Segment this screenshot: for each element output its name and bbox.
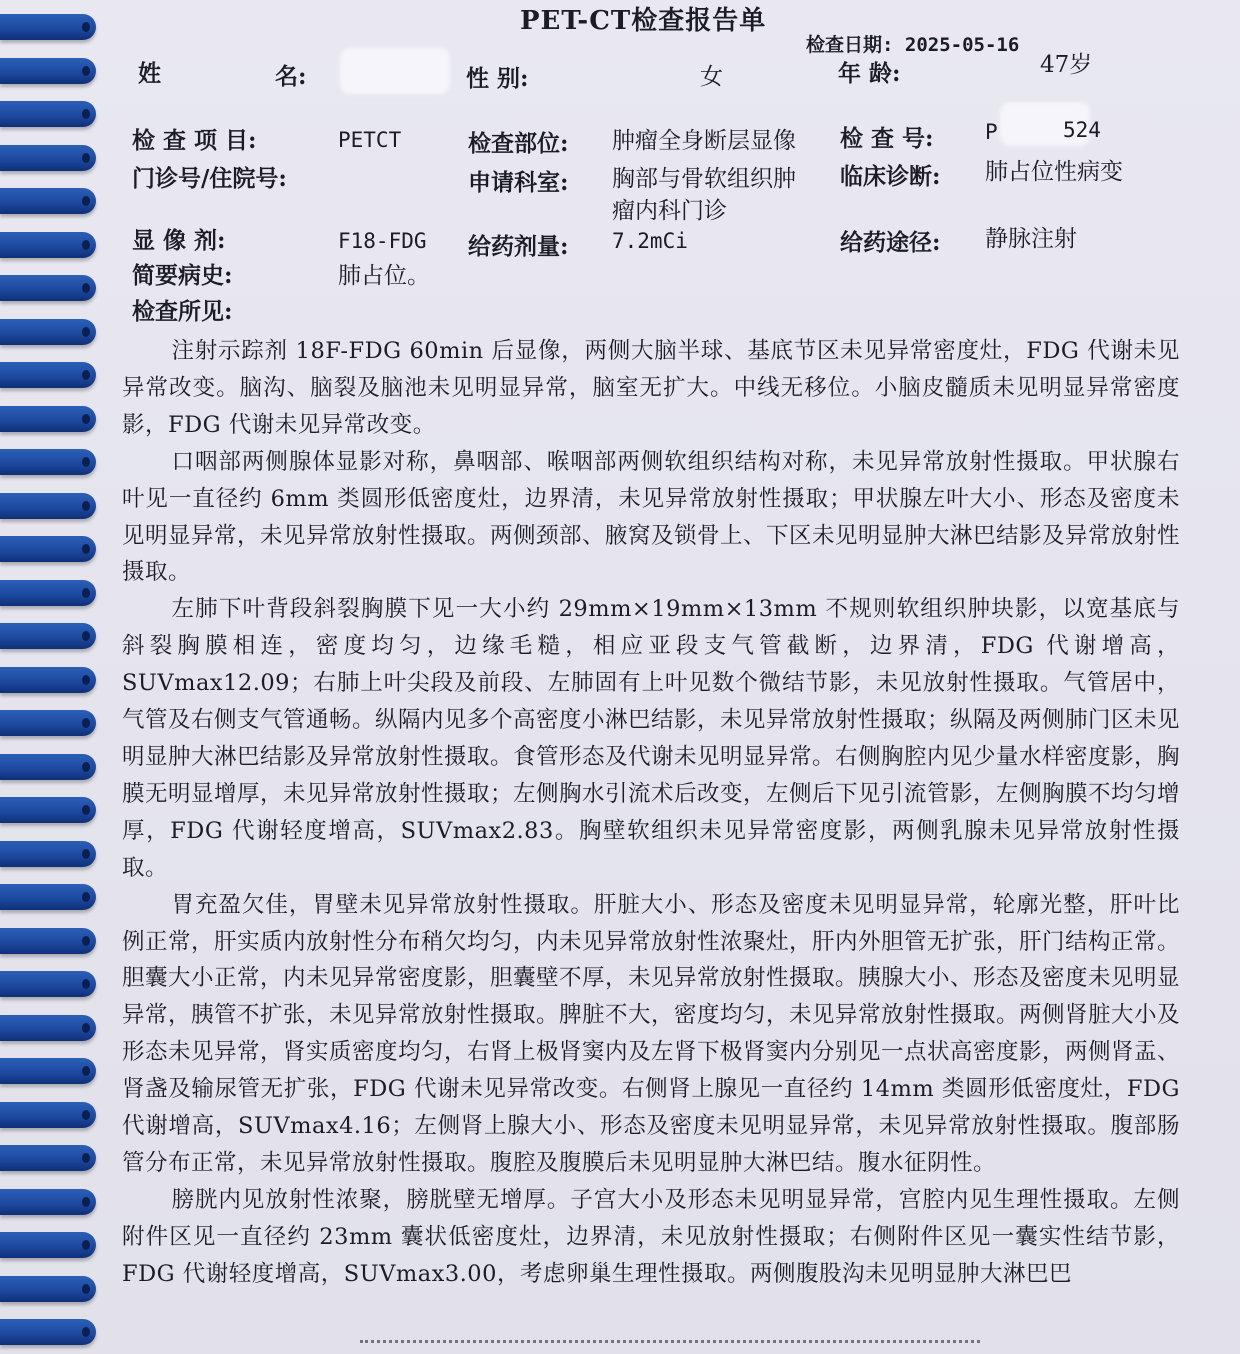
findings-body bbox=[122, 333, 1180, 1293]
dept-label: 申请科室: bbox=[468, 169, 569, 196]
gender-value: 女 bbox=[700, 64, 723, 90]
clinic-number-label: 门诊号/住院号: bbox=[132, 165, 287, 192]
exam-item-label: 检 查 项 目: bbox=[132, 127, 257, 154]
findings-paragraph-neck: 口咽部两侧腺体显影对称，鼻咽部、喉咽部两侧软组织结构对称，未见异常放射性摄取。甲状腺右叶见一直径约 6mm 类圆形低密度灶，边界清，未见异常放射性摄取；甲状腺左叶大小、形态及密度未见明显异常，未见异常放射性摄取。两侧颈部、腋窝及锁骨上、下区未见明显肿大淋巴结影及异常放射性摄取。 bbox=[122, 448, 1181, 586]
diagnosis-label: 临床诊断: bbox=[840, 163, 941, 190]
age-label: 年 龄: bbox=[838, 60, 901, 87]
exam-date: 检查日期: 2025-05-16 bbox=[806, 34, 1020, 56]
exam-item-value: PETCT bbox=[338, 128, 402, 152]
report-title: PET-CT检查报告单 bbox=[520, 6, 767, 36]
findings-label: 检查所见: bbox=[132, 298, 233, 325]
exam-number-label: 检 查 号: bbox=[840, 125, 934, 152]
age-value: 47岁 bbox=[1040, 52, 1093, 78]
footer-cut-text bbox=[360, 1340, 980, 1354]
findings-paragraph-abdomen: 胃充盈欠佳，胃壁未见异常放射性摄取。肝脏大小、形态及密度未见明显异常，轮廓光整，肝叶比例正常，肝实质内放射性分布稍欠均匀，内未见异常放射性浓聚灶，肝内外胆管无扩张，肝门结构正常。胆囊大小正常，内未见异常密度影，胆囊壁不厚，未见异常放射性摄取。胰腺大小、形态及密度未见明显异常，胰管不扩张，未见异常放射性摄取。脾脏不大，密度均匀，未见异常放射性摄取。两侧肾脏大小及形态未见异常，肾实质密度均匀，右肾上极肾窦内及左肾下极肾窦内分别见一点状高密度影，两侧肾盂、肾盏及输尿管无扩张，FDG 代谢未见异常改变。右侧肾上腺见一直径约 14mm 类圆形低密度灶，FDG 代谢增高，SUVmax4.16；左侧肾上腺大小、形态及密度未见明显异常，未见异常放射性摄取。腹部肠管分布正常，未见异常放射性摄取。腹腔及腹膜后未见明显肿大淋巴结。腹水征阴性。 bbox=[122, 891, 1181, 1176]
name-redaction bbox=[340, 48, 450, 94]
name-label-first: 姓 bbox=[138, 60, 161, 87]
exam-number-value-tail: 524 bbox=[1063, 118, 1101, 142]
exam-number-value: P bbox=[985, 120, 998, 144]
history-label: 简要病史: bbox=[132, 262, 233, 289]
route-value: 静脉注射 bbox=[985, 226, 1077, 252]
findings-paragraph-brain: 注射示踪剂 18F-FDG 60min 后显像，两侧大脑半球、基底节区未见异常密度灶，FDG 代谢未见异常改变。脑沟、脑裂及脑池未见明显异常，脑室无扩大。中线无移位。小脑皮髓质未见明显异常密度影，FDG 代谢未见异常改变。 bbox=[122, 338, 1180, 438]
exam-part-label: 检查部位: bbox=[468, 130, 569, 157]
dept-value-line2: 瘤内科门诊 bbox=[612, 198, 727, 224]
name-label-second: 名: bbox=[275, 63, 307, 90]
diagnosis-value: 肺占位性病变 bbox=[985, 159, 1123, 185]
findings-paragraph-chest: 左肺下叶背段斜裂胸膜下见一大小约 29mm×19mm×13mm 不规则软组织肿块影，以宽基底与斜裂胸膜相连，密度均匀，边缘毛糙，相应亚段支气管截断，边界清，FDG 代谢增高，SUVmax12.09；右肺上叶尖段及前段、左肺固有上叶见数个微结节影，未见放射性摄取。气管居中，气管及右侧支气管通畅。纵隔内见多个高密度小淋巴结影，未见异常放射性摄取；纵隔及两侧肺门区未见明显肿大淋巴结影及异常放射性摄取。食管形态及代谢未见明显异常。右侧胸腔内见少量水样密度影，胸膜无明显增厚，未见异常放射性摄取；左侧胸水引流术后改变，左侧后下见引流管影，左侧胸膜不均匀增厚，FDG 代谢轻度增高，SUVmax2.83。胸壁软组织未见异常密度影，两侧乳腺未见异常放射性摄取。 bbox=[122, 596, 1181, 881]
dose-value: 7.2mCi bbox=[612, 229, 688, 253]
history-value: 肺占位。 bbox=[338, 263, 430, 289]
dept-value-line1: 胸部与骨软组织肿 bbox=[612, 166, 796, 192]
imaging-agent-label: 显 像 剂: bbox=[132, 227, 226, 254]
dose-label: 给药剂量: bbox=[468, 233, 569, 260]
exam-part-value: 肿瘤全身断层显像 bbox=[612, 128, 796, 154]
gender-label: 性 别: bbox=[466, 65, 529, 92]
imaging-agent-value: F18-FDG bbox=[338, 229, 427, 253]
findings-paragraph-pelvis: 膀胱内见放射性浓聚，膀胱壁无增厚。子宫大小及形态未见明显异常，宫腔内见生理性摄取。左侧附件区见一直径约 23mm 囊状低密度灶，边界清，未见放射性摄取；右侧附件区见一囊实性结节影，FDG 代谢轻度增高，SUVmax3.00，考虑卵巢生理性摄取。两侧腹股沟未见明显肿大淋巴巴 bbox=[122, 1186, 1180, 1287]
route-label: 给药途径: bbox=[840, 229, 941, 256]
